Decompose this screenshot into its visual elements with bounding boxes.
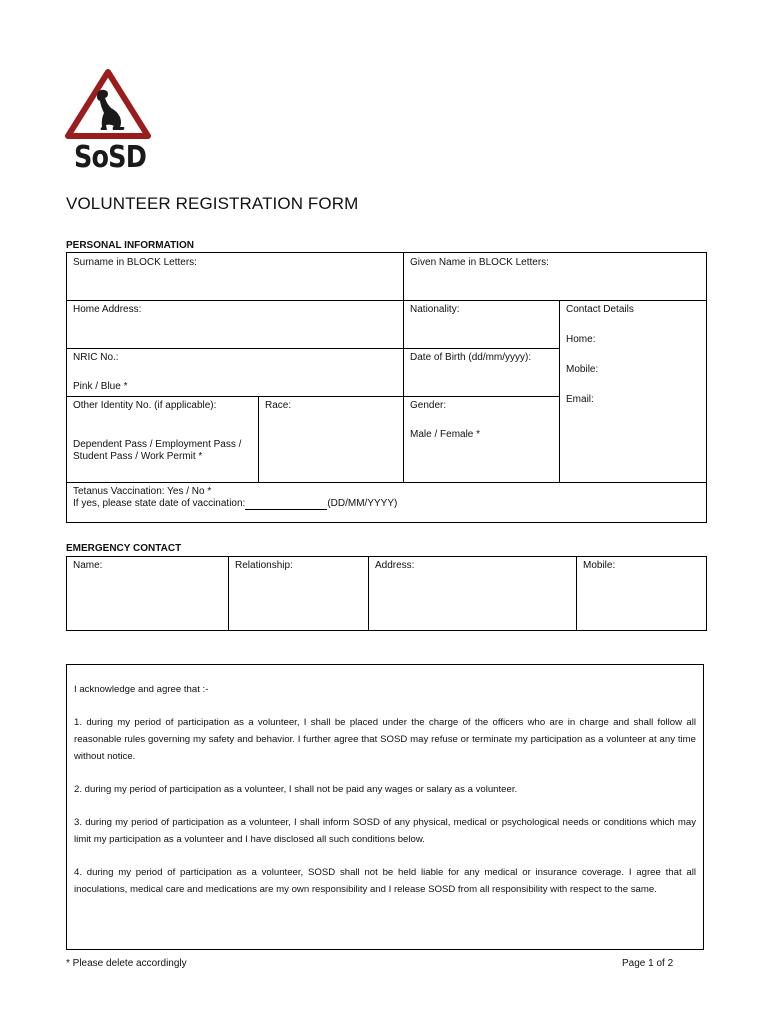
emergency-address-label: Address: xyxy=(375,560,415,571)
emergency-relationship-label: Relationship: xyxy=(235,560,293,571)
tetanus-label: Tetanus Vaccination: Yes / No * xyxy=(73,486,212,497)
dog-warning-sign-icon xyxy=(62,66,154,146)
nationality-label: Nationality: xyxy=(410,304,460,315)
logo-text: SoSD xyxy=(74,140,147,175)
tetanus-date-line xyxy=(73,498,700,510)
other-id-options-2: Student Pass / Work Permit * xyxy=(73,451,203,462)
agreement-item: 3. during my period of participation as a volunteer, I shall inform SOSD of any physical, medical or psychological needs or conditions which may limit my participation as a volunteer and I have disclosed all such conditions below. xyxy=(74,817,696,845)
page-title: VOLUNTEER REGISTRATION FORM xyxy=(66,194,359,213)
email-label: Email: xyxy=(566,394,594,405)
contact-details-label: Contact Details xyxy=(566,304,634,315)
surname-label: Surname in BLOCK Letters: xyxy=(73,257,197,268)
emergency-relationship-cell[interactable] xyxy=(229,557,369,631)
emergency-mobile-label: Mobile: xyxy=(583,560,616,571)
personal-info-heading: PERSONAL INFORMATION xyxy=(66,240,194,251)
home-phone-label: Home: xyxy=(566,334,596,345)
tetanus-date-prefix: If yes, please state date of vaccination: xyxy=(73,498,246,509)
surname-cell[interactable] xyxy=(67,253,404,301)
emergency-contact-table xyxy=(66,556,707,631)
other-id-options-1: Dependent Pass / Employment Pass / xyxy=(73,439,242,450)
nric-options: Pink / Blue * xyxy=(73,381,128,392)
emergency-name-label: Name: xyxy=(73,560,103,571)
page-number: Page 1 of 2 xyxy=(622,958,674,969)
given-name-cell[interactable] xyxy=(404,253,707,301)
race-cell[interactable] xyxy=(259,397,404,483)
nationality-cell[interactable] xyxy=(404,301,560,349)
emergency-mobile-cell[interactable] xyxy=(577,557,707,631)
agreement-intro: I acknowledge and agree that :- xyxy=(74,684,209,695)
home-address-label: Home Address: xyxy=(73,304,142,315)
dob-cell[interactable] xyxy=(404,349,560,397)
given-name-label: Given Name in BLOCK Letters: xyxy=(410,257,549,268)
tetanus-date-blank[interactable] xyxy=(245,499,327,510)
other-id-cell[interactable] xyxy=(67,397,259,483)
agreement-item: 1. during my period of participation as a volunteer, I shall be placed under the charge of the officers who are in charge and shall follow all reasonable rules governing my safety and behavior. I further agree that SOSD may refuse or terminate my participation as a volunteer at any time without notice. xyxy=(74,717,696,762)
tetanus-cell[interactable] xyxy=(67,483,707,523)
nric-cell[interactable] xyxy=(67,349,404,397)
gender-cell[interactable] xyxy=(404,397,560,483)
emergency-contact-heading: EMERGENCY CONTACT xyxy=(66,543,182,554)
emergency-address-cell[interactable] xyxy=(369,557,577,631)
sosd-logo xyxy=(62,66,154,178)
nric-label: NRIC No.: xyxy=(73,352,119,363)
home-address-cell[interactable] xyxy=(67,301,404,349)
agreement-item: 2. during my period of participation as a volunteer, I shall not be paid any wages or salary as a volunteer. xyxy=(74,784,518,795)
other-id-label: Other Identity No. (if applicable): xyxy=(73,400,217,411)
agreement-box xyxy=(66,664,704,950)
gender-label: Gender: xyxy=(410,400,447,411)
mobile-label: Mobile: xyxy=(566,364,599,375)
agreement-item: 4. during my period of participation as a volunteer, SOSD shall not be held liable for any medical or insurance coverage. I agree that all inoculations, medical care and medications are my own responsibility and I release SOSD from all responsibility with respect to the same. xyxy=(74,867,696,895)
race-label: Race: xyxy=(265,400,292,411)
emergency-name-cell[interactable] xyxy=(67,557,229,631)
personal-info-table xyxy=(66,252,707,523)
dob-label: Date of Birth (dd/mm/yyyy): xyxy=(410,352,532,363)
tetanus-date-suffix: (DD/MM/YYYY) xyxy=(327,498,398,509)
contact-details-cell[interactable] xyxy=(560,301,707,483)
gender-options: Male / Female * xyxy=(410,429,481,440)
footer-note: * Please delete accordingly xyxy=(66,958,187,969)
